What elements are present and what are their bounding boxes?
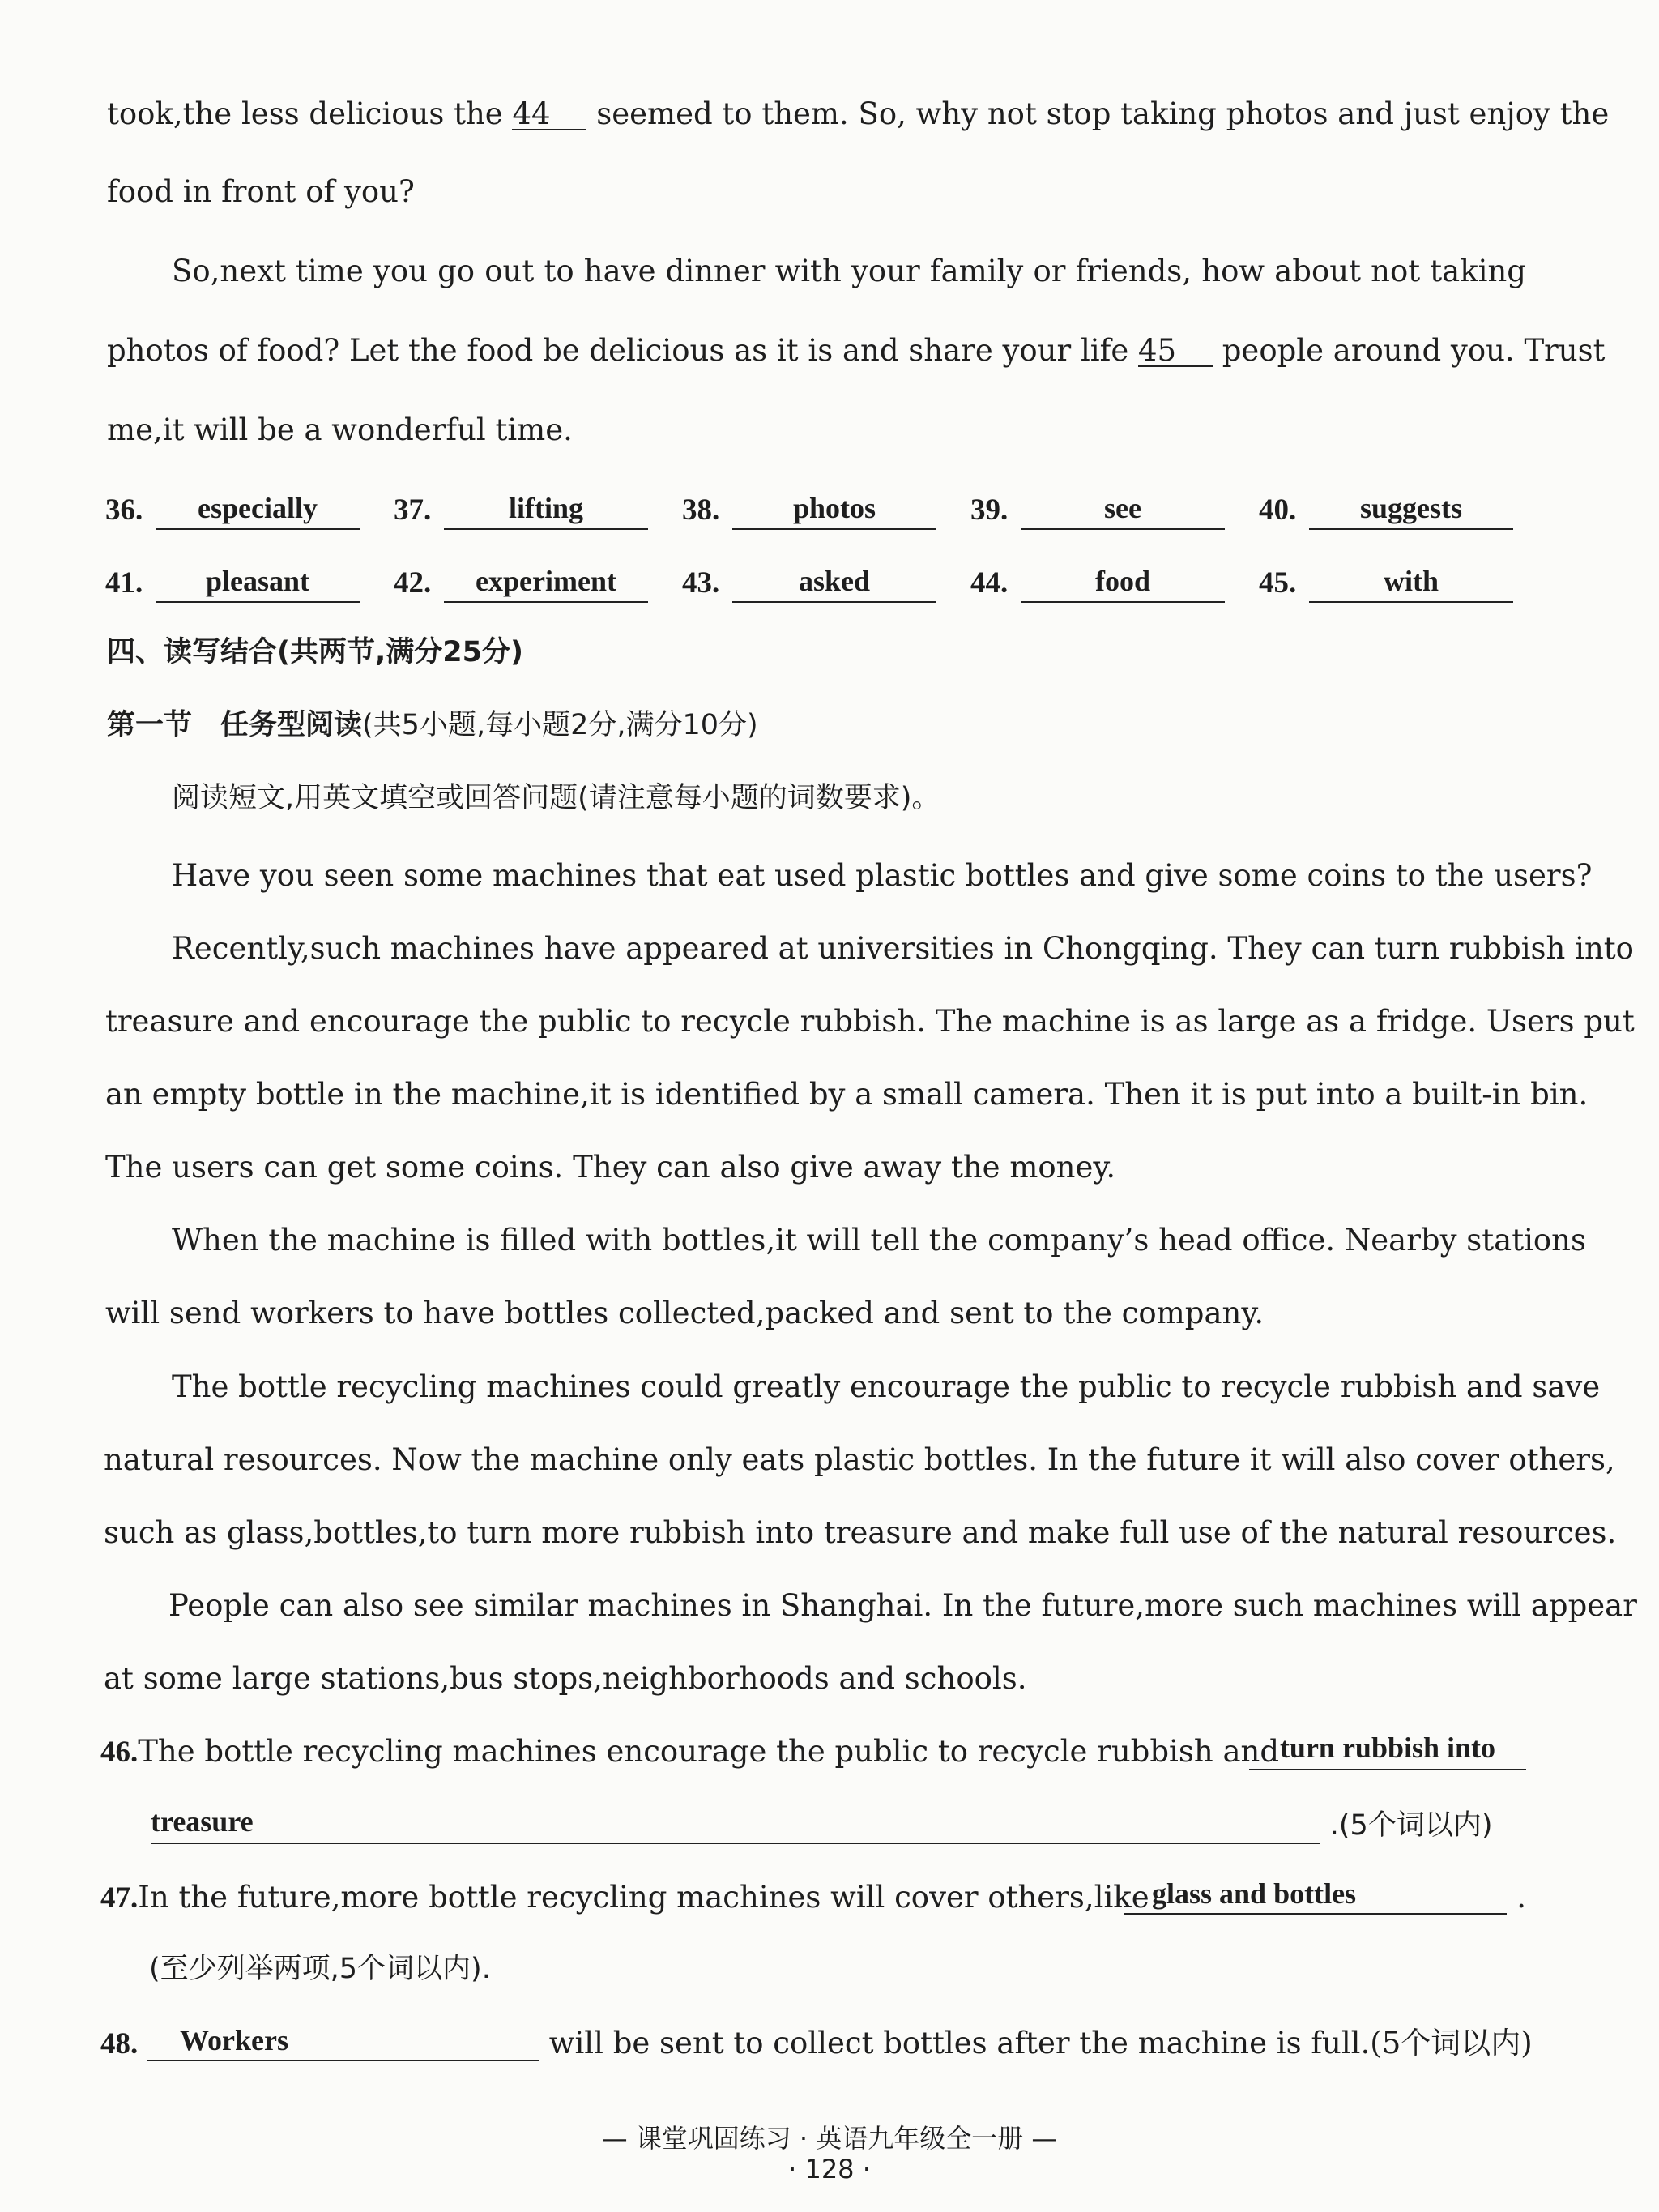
- question-47: 47.In the future,more bottle recycling machines will cover others,like glass and bottles .: [100, 1877, 1526, 1915]
- q48-answer-line: Workers: [147, 2026, 539, 2061]
- question-48: 48. Workers will be sent to collect bottles after the machine is full.(5个词以内): [100, 2024, 1533, 2060]
- reading-p4-l1: The bottle recycling machines could greatly encourage the public to recycle rubbish and save: [172, 1369, 1601, 1404]
- footer-title: — 课堂巩固练习 · 英语九年级全一册 —: [601, 2123, 1058, 2154]
- section-4-title: 四、读写结合(共两节,满分25分): [107, 636, 523, 668]
- reading-p5-l2: at some large stations,bus stops,neighborhoods and schools.: [104, 1661, 1027, 1696]
- blank-45: 45: [1138, 335, 1213, 367]
- reading-p2-l3: an empty bottle in the machine,it is identified by a small camera. Then it is put into a built-in bin.: [105, 1077, 1589, 1112]
- passage-line-1: took,the less delicious the 44 seemed to them. So, why not stop taking photos and just enjoy the: [107, 96, 1610, 131]
- question-46-cont: treasure .(5个词以内): [151, 1809, 1528, 1847]
- reading-p2-l2: treasure and encourage the public to recycle rubbish. The machine is as large as a fridge. Users put: [105, 1004, 1635, 1039]
- reading-instruction: 阅读短文,用英文填空或回答问题(请注意每小题的词数要求)。: [172, 782, 940, 814]
- q46-answer-line-1: turn rubbish into: [1249, 1733, 1526, 1770]
- part-1-title: 第一节 任务型阅读(共5小题,每小题2分,满分10分): [107, 709, 758, 741]
- reading-p4-l2: natural resources. Now the machine only eats plastic bottles. In the future it will also cover others,: [104, 1442, 1615, 1477]
- question-46: 46.The bottle recycling machines encourage the public to recycle rubbish and turn rubbish into: [100, 1736, 1526, 1767]
- passage-line-5: me,it will be a wonderful time.: [107, 412, 573, 447]
- reading-p1: Have you seen some machines that eat used plastic bottles and give some coins to the users?: [172, 858, 1593, 893]
- answer-row-2: 41. pleasant 42. experiment 43. asked 44. food 45. with: [105, 566, 1515, 606]
- q46-answer-line-2: treasure: [151, 1807, 1320, 1844]
- reading-p5-l1: People can also see similar machines in Shanghai. In the future,more such machines will appear: [168, 1588, 1637, 1623]
- reading-p2-l4: The users can get some coins. They can also give away the money.: [105, 1150, 1116, 1185]
- reading-p3-l2: will send workers to have bottles collected,packed and sent to the company.: [105, 1296, 1265, 1330]
- reading-p3-l1: When the machine is filled with bottles,it will tell the company’s head office. Nearby stations: [172, 1223, 1586, 1258]
- passage-line-2: food in front of you?: [107, 174, 415, 209]
- passage-line-3: So,next time you go out to have dinner with your family or friends, how about not taking: [172, 254, 1526, 288]
- q47-answer-line: glass and bottles: [1124, 1879, 1507, 1915]
- page-number: · 128 ·: [788, 2154, 871, 2184]
- reading-p2-l1: Recently,such machines have appeared at universities in Chongqing. They can turn rubbish into: [172, 931, 1634, 966]
- blank-44: 44: [512, 99, 586, 130]
- answer-row-1: 36. especially 37. lifting 38. photos 39. see 40. suggests: [105, 493, 1515, 533]
- question-47-note: (至少列举两项,5个词以内).: [149, 1953, 491, 1985]
- reading-p4-l3: such as glass,bottles,to turn more rubbish into treasure and make full use of the natural resources.: [104, 1515, 1617, 1550]
- passage-line-4: photos of food? Let the food be delicious as it is and share your life 45 people around you. Trust: [107, 333, 1606, 368]
